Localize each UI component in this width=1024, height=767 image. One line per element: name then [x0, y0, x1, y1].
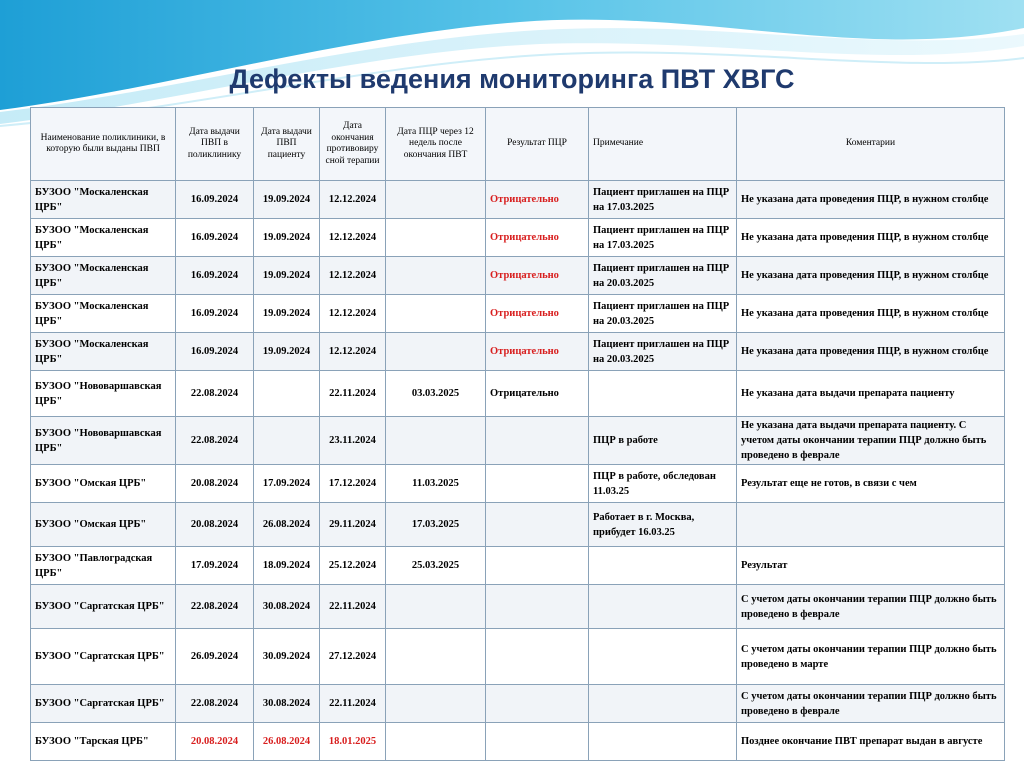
cell-comment	[737, 503, 1005, 547]
table-row	[31, 417, 1005, 465]
cell-pcr-date	[386, 685, 486, 723]
cell-therapy-end: 12.12.2024	[320, 295, 386, 333]
cell-comment: Результат еще не готов, в связи с чем	[737, 465, 1005, 503]
cell-comment: Не указана дата выдачи препарата пациенту	[737, 371, 1005, 417]
header-comment: Коментарии	[737, 108, 1005, 181]
cell-date-to-patient: 30.09.2024	[254, 629, 320, 685]
table-row	[31, 629, 1005, 685]
header-pcr-result: Результат ПЦР	[486, 108, 589, 181]
cell-note	[589, 723, 737, 761]
cell-polyclinic: БУЗОО "Омская ЦРБ"	[31, 503, 176, 547]
cell-comment: С учетом даты окончании терапии ПЦР должно быть проведено в марте	[737, 629, 1005, 685]
cell-polyclinic: БУЗОО "Тарская ЦРБ"	[31, 723, 176, 761]
cell-note: Пациент приглашен на ПЦР на 20.03.2025	[589, 295, 737, 333]
table-row	[31, 723, 1005, 761]
cell-pcr-result: Отрицательно	[486, 371, 589, 417]
cell-pcr-result	[486, 465, 589, 503]
cell-pcr-date	[386, 257, 486, 295]
cell-date-to-clinic: 16.09.2024	[176, 333, 254, 371]
cell-polyclinic: БУЗОО "Москаленская ЦРБ"	[31, 257, 176, 295]
cell-pcr-date	[386, 585, 486, 629]
cell-therapy-end: 12.12.2024	[320, 333, 386, 371]
cell-date-to-clinic: 22.08.2024	[176, 371, 254, 417]
cell-note: Пациент приглашен на ПЦР на 17.03.2025	[589, 181, 737, 219]
cell-therapy-end: 12.12.2024	[320, 219, 386, 257]
cell-date-to-patient: 26.08.2024	[254, 723, 320, 761]
cell-comment: С учетом даты окончании терапии ПЦР должно быть проведено в феврале	[737, 585, 1005, 629]
cell-therapy-end: 27.12.2024	[320, 629, 386, 685]
cell-pcr-result	[486, 723, 589, 761]
cell-date-to-patient: 30.08.2024	[254, 685, 320, 723]
cell-date-to-patient: 19.09.2024	[254, 333, 320, 371]
header-therapy-end: Дата окончания противовиру сной терапии	[320, 108, 386, 181]
cell-pcr-result: Отрицательно	[486, 295, 589, 333]
cell-note	[589, 629, 737, 685]
cell-pcr-date: 17.03.2025	[386, 503, 486, 547]
table-row	[31, 585, 1005, 629]
cell-comment: Не указана дата проведения ПЦР, в нужном столбце	[737, 219, 1005, 257]
cell-polyclinic: БУЗОО "Нововаршавская ЦРБ"	[31, 417, 176, 465]
cell-therapy-end: 22.11.2024	[320, 371, 386, 417]
cell-polyclinic: БУЗОО "Москаленская ЦРБ"	[31, 219, 176, 257]
table-body	[31, 181, 1005, 761]
cell-pcr-result	[486, 547, 589, 585]
cell-date-to-patient: 19.09.2024	[254, 181, 320, 219]
cell-note	[589, 547, 737, 585]
cell-date-to-patient: 19.09.2024	[254, 219, 320, 257]
table-row	[31, 219, 1005, 257]
cell-comment: Не указана дата проведения ПЦР, в нужном столбце	[737, 257, 1005, 295]
cell-pcr-result	[486, 585, 589, 629]
table-row	[31, 257, 1005, 295]
cell-polyclinic: БУЗОО "Павлоградская ЦРБ"	[31, 547, 176, 585]
cell-therapy-end: 17.12.2024	[320, 465, 386, 503]
cell-date-to-patient: 17.09.2024	[254, 465, 320, 503]
table-header-row	[31, 108, 1005, 181]
cell-date-to-clinic: 16.09.2024	[176, 219, 254, 257]
cell-note: ПЦР в работе	[589, 417, 737, 465]
cell-comment: С учетом даты окончании терапии ПЦР должно быть проведено в феврале	[737, 685, 1005, 723]
cell-comment: Не указана дата проведения ПЦР, в нужном столбце	[737, 295, 1005, 333]
cell-pcr-result: Отрицательно	[486, 181, 589, 219]
cell-pcr-date: 03.03.2025	[386, 371, 486, 417]
cell-date-to-clinic: 22.08.2024	[176, 417, 254, 465]
cell-pcr-date: 11.03.2025	[386, 465, 486, 503]
cell-date-to-clinic: 22.08.2024	[176, 585, 254, 629]
cell-therapy-end: 12.12.2024	[320, 181, 386, 219]
cell-date-to-patient	[254, 371, 320, 417]
cell-polyclinic: БУЗОО "Москаленская ЦРБ"	[31, 333, 176, 371]
cell-polyclinic: БУЗОО "Саргатская ЦРБ"	[31, 585, 176, 629]
cell-pcr-date	[386, 723, 486, 761]
cell-note: Пациент приглашен на ПЦР на 20.03.2025	[589, 333, 737, 371]
cell-pcr-date	[386, 417, 486, 465]
cell-date-to-patient: 19.09.2024	[254, 295, 320, 333]
cell-pcr-result	[486, 685, 589, 723]
table-row	[31, 465, 1005, 503]
cell-date-to-clinic: 20.08.2024	[176, 465, 254, 503]
header-date-to-clinic: Дата выдачи ПВП в поликлинику	[176, 108, 254, 181]
cell-therapy-end: 18.01.2025	[320, 723, 386, 761]
cell-therapy-end: 22.11.2024	[320, 585, 386, 629]
cell-date-to-clinic: 16.09.2024	[176, 257, 254, 295]
cell-therapy-end: 22.11.2024	[320, 685, 386, 723]
table-row	[31, 181, 1005, 219]
cell-date-to-patient: 26.08.2024	[254, 503, 320, 547]
cell-note	[589, 585, 737, 629]
cell-date-to-patient: 30.08.2024	[254, 585, 320, 629]
cell-date-to-clinic: 26.09.2024	[176, 629, 254, 685]
header-date-to-patient: Дата выдачи ПВП пациенту	[254, 108, 320, 181]
cell-pcr-date	[386, 181, 486, 219]
table-row	[31, 547, 1005, 585]
cell-pcr-date	[386, 629, 486, 685]
table-row	[31, 333, 1005, 371]
cell-pcr-result	[486, 629, 589, 685]
cell-comment: Не указана дата проведения ПЦР, в нужном столбце	[737, 181, 1005, 219]
cell-therapy-end: 12.12.2024	[320, 257, 386, 295]
header-pcr-date: Дата ПЦР через 12 недель после окончания ПВТ	[386, 108, 486, 181]
cell-date-to-patient: 19.09.2024	[254, 257, 320, 295]
cell-therapy-end: 25.12.2024	[320, 547, 386, 585]
cell-date-to-clinic: 22.08.2024	[176, 685, 254, 723]
table-row	[31, 371, 1005, 417]
cell-pcr-result	[486, 417, 589, 465]
cell-comment: Не указана дата проведения ПЦР, в нужном столбце	[737, 333, 1005, 371]
cell-comment: Позднее окончание ПВТ препарат выдан в августе	[737, 723, 1005, 761]
cell-pcr-date: 25.03.2025	[386, 547, 486, 585]
cell-therapy-end: 23.11.2024	[320, 417, 386, 465]
table-row	[31, 295, 1005, 333]
header-polyclinic: Наименование поликлиники, в которую были выданы ПВП	[31, 108, 176, 181]
cell-polyclinic: БУЗОО "Москаленская ЦРБ"	[31, 295, 176, 333]
table-row	[31, 503, 1005, 547]
cell-date-to-clinic: 17.09.2024	[176, 547, 254, 585]
cell-note: ПЦР в работе, обследован 11.03.25	[589, 465, 737, 503]
cell-pcr-result	[486, 503, 589, 547]
table-row	[31, 685, 1005, 723]
cell-note: Работает в г. Москва, прибудет 16.03.25	[589, 503, 737, 547]
cell-comment: Результат	[737, 547, 1005, 585]
cell-date-to-clinic: 16.09.2024	[176, 295, 254, 333]
cell-pcr-result: Отрицательно	[486, 257, 589, 295]
cell-note	[589, 685, 737, 723]
cell-date-to-clinic: 16.09.2024	[176, 181, 254, 219]
cell-polyclinic: БУЗОО "Саргатская ЦРБ"	[31, 685, 176, 723]
cell-pcr-date	[386, 219, 486, 257]
page-title: Дефекты ведения мониторинга ПВТ ХВГС	[229, 64, 795, 94]
cell-pcr-date	[386, 333, 486, 371]
defects-table	[30, 107, 1005, 761]
cell-polyclinic: БУЗОО "Нововаршавская ЦРБ"	[31, 371, 176, 417]
cell-note: Пациент приглашен на ПЦР на 17.03.2025	[589, 219, 737, 257]
cell-date-to-clinic: 20.08.2024	[176, 503, 254, 547]
cell-pcr-result: Отрицательно	[486, 333, 589, 371]
cell-therapy-end: 29.11.2024	[320, 503, 386, 547]
cell-pcr-result: Отрицательно	[486, 219, 589, 257]
cell-note: Пациент приглашен на ПЦР на 20.03.2025	[589, 257, 737, 295]
cell-polyclinic: БУЗОО "Саргатская ЦРБ"	[31, 629, 176, 685]
cell-date-to-patient: 18.09.2024	[254, 547, 320, 585]
cell-note	[589, 371, 737, 417]
cell-comment: Не указана дата выдачи препарата пациенту. С учетом даты окончании терапии ПЦР должно быть проведено в феврале	[737, 417, 1005, 465]
cell-pcr-date	[386, 295, 486, 333]
header-note: Примечание	[589, 108, 737, 181]
cell-date-to-patient	[254, 417, 320, 465]
cell-polyclinic: БУЗОО "Москаленская ЦРБ"	[31, 181, 176, 219]
cell-date-to-clinic: 20.08.2024	[176, 723, 254, 761]
cell-polyclinic: БУЗОО "Омская ЦРБ"	[31, 465, 176, 503]
